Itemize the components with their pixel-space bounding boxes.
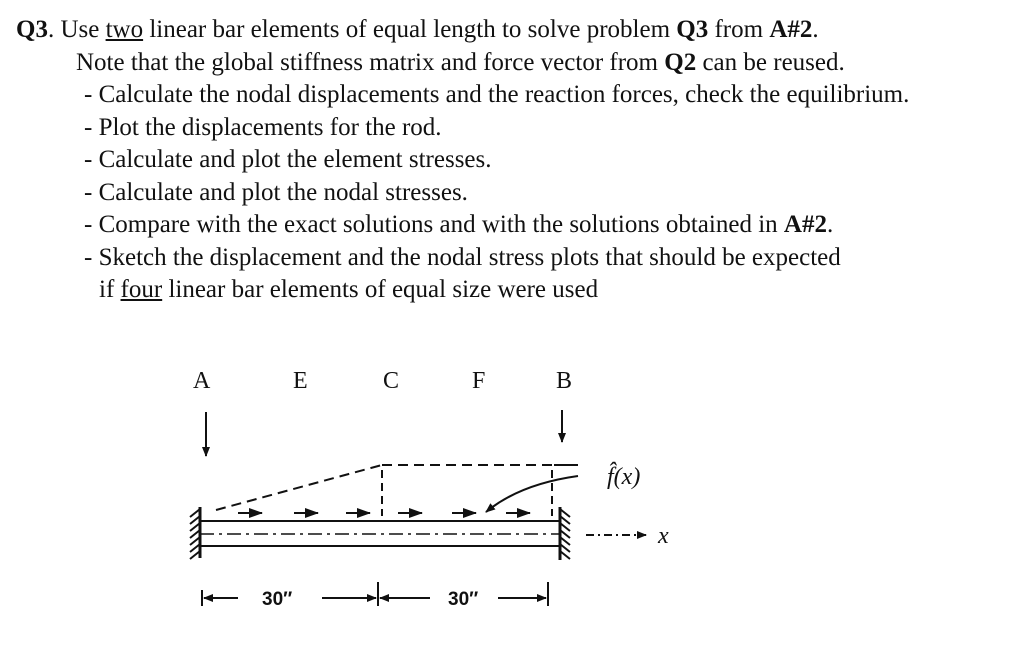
dimension-label-right: 30″ (448, 589, 479, 610)
bullet-element-stresses: - Calculate and plot the element stresses. (84, 146, 492, 173)
bullet-plot-displacements: - Plot the displacements for the rod. (84, 113, 442, 141)
node-label-b: B (556, 368, 573, 394)
node-label-e: E (293, 368, 308, 394)
emphasis-two: two (105, 16, 144, 43)
node-label-c: C (383, 368, 400, 394)
emphasis-four: four (120, 276, 163, 303)
bullet-sketch-continued: if four linear bar elements of equal size were used (99, 276, 599, 303)
right-wall-support (560, 507, 570, 560)
x-axis-label: x (658, 523, 669, 549)
bullet-sketch: - Sketch the displacement and the nodal stress plots that should be expected (84, 243, 841, 271)
intro-line: Q3. Use two linear bar elements of equal length to solve problem Q3 from A#2. (16, 16, 819, 43)
question-number: Q3 (16, 16, 48, 43)
dimension-lines (202, 582, 548, 606)
left-wall-support (190, 507, 200, 559)
node-label-a: A (193, 368, 211, 394)
note-line: Note that the global stiffness matrix and force vector from Q2 can be reused. (76, 48, 845, 76)
load-leader-arrow (486, 476, 578, 512)
node-label-f: F (472, 368, 486, 394)
bullet-displacements-reactions: - Calculate the nodal displacements and the reaction forces, check the equilibrium. (84, 81, 910, 108)
bar-rod (200, 521, 560, 546)
load-label: f̂(x) (607, 464, 641, 490)
bullet-compare: - Compare with the exact solutions and with the solutions obtained in A#2. (84, 211, 834, 238)
dimension-label-left: 30″ (262, 589, 293, 610)
bullet-nodal-stresses: - Calculate and plot the nodal stresses. (84, 178, 468, 206)
